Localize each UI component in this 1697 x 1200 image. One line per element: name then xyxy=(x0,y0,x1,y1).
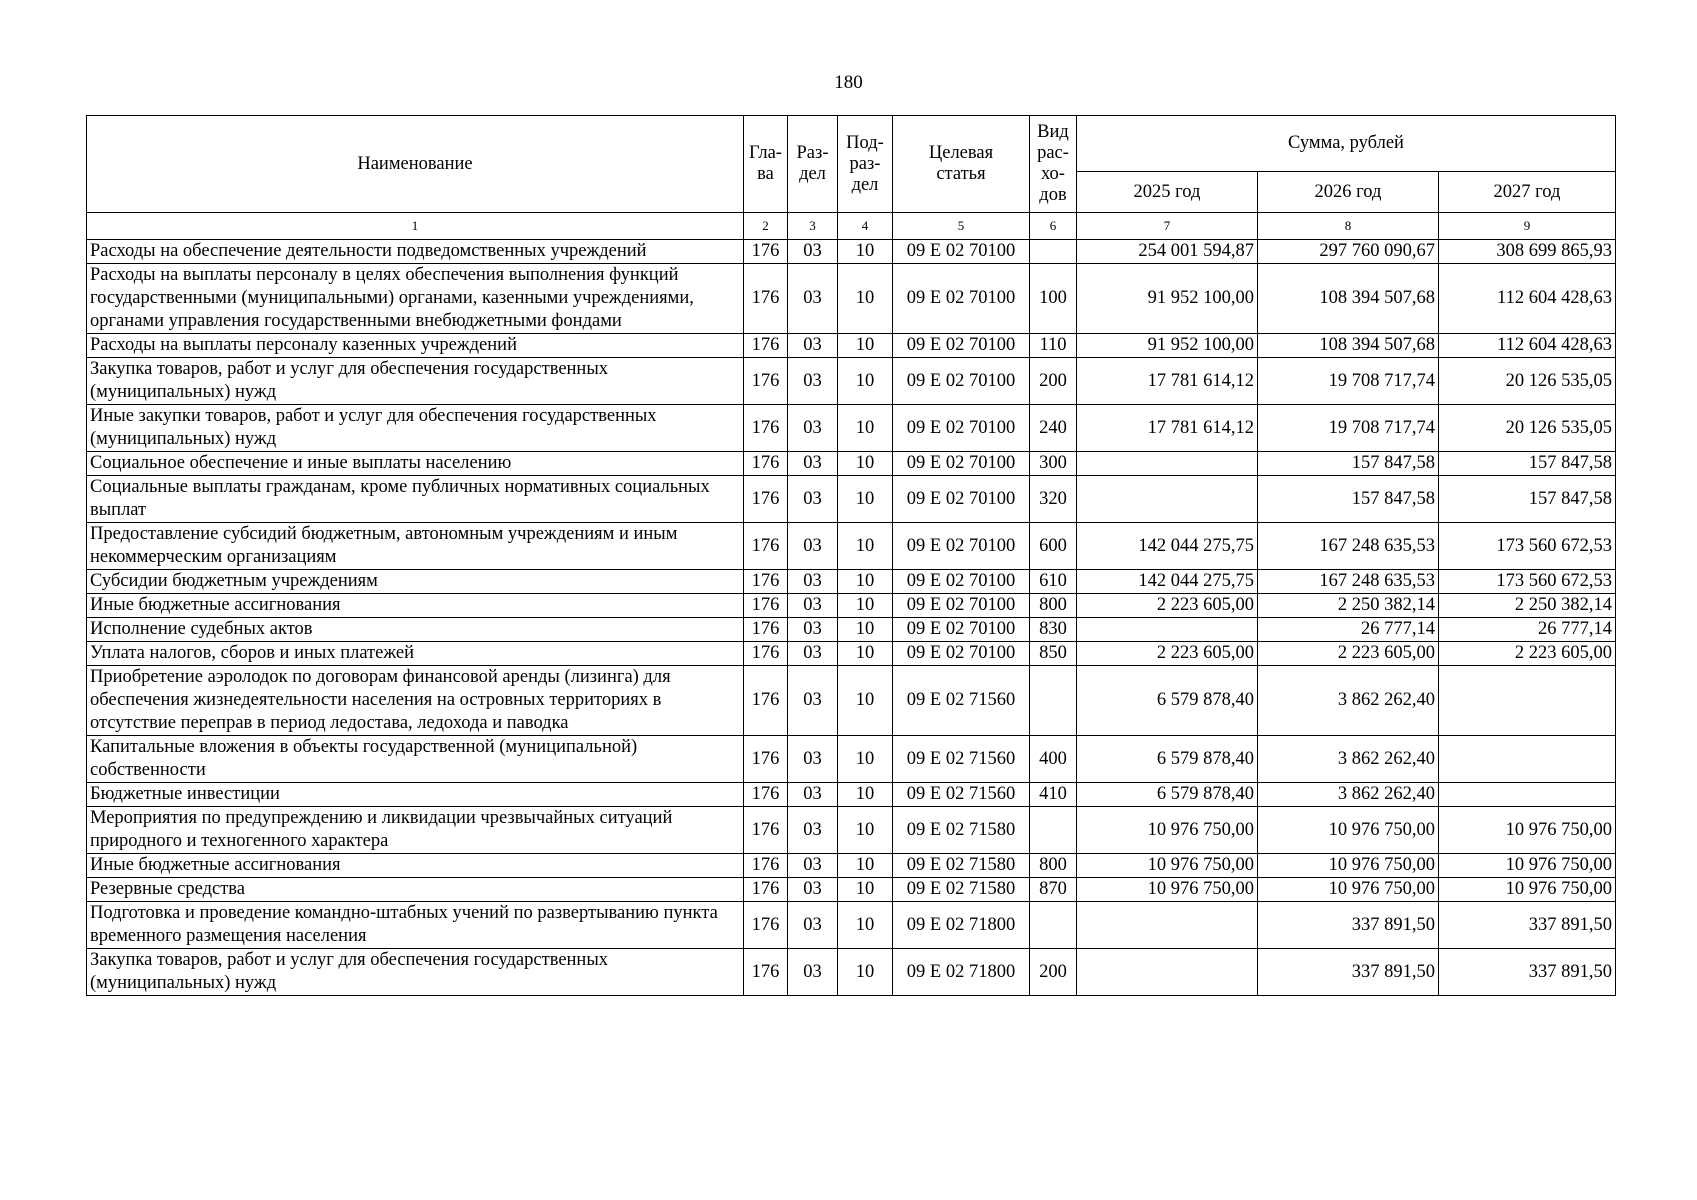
row-glava: 176 xyxy=(744,240,788,264)
row-sum-2025 xyxy=(1077,476,1258,523)
row-celevaya-statya: 09 Е 02 70100 xyxy=(893,264,1030,334)
row-sum-2027: 337 891,50 xyxy=(1439,949,1616,996)
row-sum-2025 xyxy=(1077,949,1258,996)
row-vid-rashodov: 110 xyxy=(1030,334,1077,358)
header-glava: Гла- ва xyxy=(744,116,788,213)
row-celevaya-statya: 09 Е 02 71560 xyxy=(893,783,1030,807)
row-celevaya-statya: 09 Е 02 70100 xyxy=(893,476,1030,523)
row-glava: 176 xyxy=(744,949,788,996)
row-sum-2025: 10 976 750,00 xyxy=(1077,878,1258,902)
row-sum-2025: 17 781 614,12 xyxy=(1077,405,1258,452)
row-vid-rashodov xyxy=(1030,807,1077,854)
row-podrazdel: 10 xyxy=(838,902,893,949)
row-podrazdel: 10 xyxy=(838,264,893,334)
row-celevaya-statya: 09 Е 02 71800 xyxy=(893,902,1030,949)
table-header xyxy=(87,116,1616,213)
row-sum-2026: 337 891,50 xyxy=(1258,902,1439,949)
row-name: Иные бюджетные ассигнования xyxy=(87,594,744,618)
row-glava: 176 xyxy=(744,618,788,642)
header-name xyxy=(87,116,744,213)
row-glava: 176 xyxy=(744,878,788,902)
row-razdel: 03 xyxy=(788,736,838,783)
row-vid-rashodov: 800 xyxy=(1030,594,1077,618)
table-body xyxy=(87,213,1616,996)
row-celevaya-statya: 09 Е 02 70100 xyxy=(893,452,1030,476)
row-razdel: 03 xyxy=(788,807,838,854)
row-sum-2026: 10 976 750,00 xyxy=(1258,878,1439,902)
row-sum-2025: 2 223 605,00 xyxy=(1077,594,1258,618)
row-vid-rashodov: 400 xyxy=(1030,736,1077,783)
page-number: 180 xyxy=(834,72,863,93)
row-sum-2026: 26 777,14 xyxy=(1258,618,1439,642)
row-glava: 176 xyxy=(744,594,788,618)
table-row xyxy=(87,642,1616,666)
header-name-label: Наименование xyxy=(357,153,473,174)
row-sum-2027: 173 560 672,53 xyxy=(1439,570,1616,594)
column-number: 9 xyxy=(1439,213,1616,240)
table-row xyxy=(87,358,1616,405)
row-sum-2027: 20 126 535,05 xyxy=(1439,358,1616,405)
row-name: Мероприятия по предупреждению и ликвидации чрезвычайных ситуаций природного и техногенного характера xyxy=(87,807,744,854)
row-razdel: 03 xyxy=(788,783,838,807)
row-sum-2025: 142 044 275,75 xyxy=(1077,570,1258,594)
row-name: Капитальные вложения в объекты государственной (муниципальной) собственности xyxy=(87,736,744,783)
row-celevaya-statya: 09 Е 02 70100 xyxy=(893,570,1030,594)
row-sum-2025 xyxy=(1077,618,1258,642)
row-sum-2025: 142 044 275,75 xyxy=(1077,523,1258,570)
table-row xyxy=(87,523,1616,570)
column-numbers-row xyxy=(87,213,1616,240)
row-podrazdel: 10 xyxy=(838,666,893,736)
row-glava: 176 xyxy=(744,452,788,476)
row-vid-rashodov: 610 xyxy=(1030,570,1077,594)
row-vid-rashodov xyxy=(1030,240,1077,264)
row-sum-2025: 10 976 750,00 xyxy=(1077,854,1258,878)
table-row xyxy=(87,452,1616,476)
row-razdel: 03 xyxy=(788,523,838,570)
row-name: Субсидии бюджетным учреждениям xyxy=(87,570,744,594)
row-sum-2027: 26 777,14 xyxy=(1439,618,1616,642)
table-row xyxy=(87,666,1616,736)
row-sum-2026: 108 394 507,68 xyxy=(1258,264,1439,334)
row-name: Закупка товаров, работ и услуг для обеспечения государственных (муниципальных) нужд xyxy=(87,358,744,405)
row-celevaya-statya: 09 Е 02 71560 xyxy=(893,666,1030,736)
row-podrazdel: 10 xyxy=(838,240,893,264)
row-celevaya-statya: 09 Е 02 71560 xyxy=(893,736,1030,783)
header-year-2027: 2027 год xyxy=(1439,172,1616,213)
row-sum-2026: 19 708 717,74 xyxy=(1258,405,1439,452)
row-name: Закупка товаров, работ и услуг для обеспечения государственных (муниципальных) нужд xyxy=(87,949,744,996)
row-razdel: 03 xyxy=(788,476,838,523)
row-glava: 176 xyxy=(744,358,788,405)
row-podrazdel: 10 xyxy=(838,476,893,523)
row-razdel: 03 xyxy=(788,642,838,666)
row-celevaya-statya: 09 Е 02 70100 xyxy=(893,334,1030,358)
row-name: Приобретение аэролодок по договорам финансовой аренды (лизинга) для обеспечения жизнедеятельности населения на островных территориях в отсутствие переправ в период ледостава, ледохода и паводка xyxy=(87,666,744,736)
row-celevaya-statya: 09 Е 02 70100 xyxy=(893,594,1030,618)
row-sum-2025: 2 223 605,00 xyxy=(1077,642,1258,666)
row-sum-2027: 157 847,58 xyxy=(1439,476,1616,523)
row-celevaya-statya: 09 Е 02 70100 xyxy=(893,358,1030,405)
header-year-2026: 2026 год xyxy=(1258,172,1439,213)
row-podrazdel: 10 xyxy=(838,570,893,594)
table-row xyxy=(87,618,1616,642)
row-glava: 176 xyxy=(744,736,788,783)
row-razdel: 03 xyxy=(788,358,838,405)
row-name: Предоставление субсидий бюджетным, автономным учреждениям и иным некоммерческим организациям xyxy=(87,523,744,570)
row-vid-rashodov: 410 xyxy=(1030,783,1077,807)
row-podrazdel: 10 xyxy=(838,807,893,854)
row-sum-2026: 167 248 635,53 xyxy=(1258,570,1439,594)
row-glava: 176 xyxy=(744,642,788,666)
row-sum-2027: 2 250 382,14 xyxy=(1439,594,1616,618)
row-sum-2027: 112 604 428,63 xyxy=(1439,334,1616,358)
row-name: Расходы на выплаты персоналу в целях обеспечения выполнения функций государственными (муниципальными) органами, казенными учреждениями, органами управления государственными внебюджетными фондами xyxy=(87,264,744,334)
row-vid-rashodov: 240 xyxy=(1030,405,1077,452)
row-podrazdel: 10 xyxy=(838,523,893,570)
row-sum-2027: 10 976 750,00 xyxy=(1439,854,1616,878)
row-glava: 176 xyxy=(744,334,788,358)
row-name: Уплата налогов, сборов и иных платежей xyxy=(87,642,744,666)
row-sum-2026: 2 223 605,00 xyxy=(1258,642,1439,666)
row-vid-rashodov: 200 xyxy=(1030,949,1077,996)
row-glava: 176 xyxy=(744,570,788,594)
row-razdel: 03 xyxy=(788,666,838,736)
row-glava: 176 xyxy=(744,807,788,854)
table-row xyxy=(87,736,1616,783)
column-number: 4 xyxy=(838,213,893,240)
column-number: 1 xyxy=(87,213,744,240)
row-vid-rashodov: 300 xyxy=(1030,452,1077,476)
row-podrazdel: 10 xyxy=(838,642,893,666)
column-number: 6 xyxy=(1030,213,1077,240)
row-sum-2026: 157 847,58 xyxy=(1258,452,1439,476)
row-name: Подготовка и проведение командно-штабных учений по развертыванию пункта временного размещения населения xyxy=(87,902,744,949)
row-vid-rashodov: 800 xyxy=(1030,854,1077,878)
row-glava: 176 xyxy=(744,476,788,523)
row-celevaya-statya: 09 Е 02 71580 xyxy=(893,854,1030,878)
row-name: Резервные средства xyxy=(87,878,744,902)
row-razdel: 03 xyxy=(788,902,838,949)
row-name: Расходы на выплаты персоналу казенных учреждений xyxy=(87,334,744,358)
row-vid-rashodov: 870 xyxy=(1030,878,1077,902)
row-sum-2027 xyxy=(1439,666,1616,736)
row-podrazdel: 10 xyxy=(838,334,893,358)
row-sum-2027: 2 223 605,00 xyxy=(1439,642,1616,666)
table-row xyxy=(87,476,1616,523)
row-celevaya-statya: 09 Е 02 71580 xyxy=(893,878,1030,902)
row-sum-2027: 337 891,50 xyxy=(1439,902,1616,949)
row-celevaya-statya: 09 Е 02 71580 xyxy=(893,807,1030,854)
table-row xyxy=(87,405,1616,452)
table-row xyxy=(87,570,1616,594)
table-row xyxy=(87,807,1616,854)
row-razdel: 03 xyxy=(788,618,838,642)
row-glava: 176 xyxy=(744,666,788,736)
row-podrazdel: 10 xyxy=(838,949,893,996)
row-podrazdel: 10 xyxy=(838,854,893,878)
row-sum-2026: 10 976 750,00 xyxy=(1258,854,1439,878)
row-sum-2025 xyxy=(1077,902,1258,949)
row-celevaya-statya: 09 Е 02 70100 xyxy=(893,618,1030,642)
row-sum-2025: 254 001 594,87 xyxy=(1077,240,1258,264)
row-sum-2027: 10 976 750,00 xyxy=(1439,878,1616,902)
table-row xyxy=(87,854,1616,878)
table-row xyxy=(87,949,1616,996)
row-name: Расходы на обеспечение деятельности подведомственных учреждений xyxy=(87,240,744,264)
column-number: 8 xyxy=(1258,213,1439,240)
row-vid-rashodov: 830 xyxy=(1030,618,1077,642)
table-row xyxy=(87,878,1616,902)
row-sum-2027: 173 560 672,53 xyxy=(1439,523,1616,570)
column-number: 5 xyxy=(893,213,1030,240)
row-razdel: 03 xyxy=(788,878,838,902)
column-number: 3 xyxy=(788,213,838,240)
row-vid-rashodov xyxy=(1030,902,1077,949)
row-sum-2025: 91 952 100,00 xyxy=(1077,264,1258,334)
row-glava: 176 xyxy=(744,405,788,452)
row-sum-2025: 6 579 878,40 xyxy=(1077,783,1258,807)
row-sum-2025: 10 976 750,00 xyxy=(1077,807,1258,854)
header-year-2025: 2025 год xyxy=(1077,172,1258,213)
row-vid-rashodov: 850 xyxy=(1030,642,1077,666)
row-razdel: 03 xyxy=(788,452,838,476)
row-sum-2026: 157 847,58 xyxy=(1258,476,1439,523)
row-sum-2027: 10 976 750,00 xyxy=(1439,807,1616,854)
header-celevaya: Целевая статья xyxy=(893,116,1030,213)
row-vid-rashodov xyxy=(1030,666,1077,736)
row-celevaya-statya: 09 Е 02 70100 xyxy=(893,642,1030,666)
row-podrazdel: 10 xyxy=(838,405,893,452)
row-sum-2026: 337 891,50 xyxy=(1258,949,1439,996)
table-row xyxy=(87,240,1616,264)
row-vid-rashodov: 600 xyxy=(1030,523,1077,570)
row-sum-2025: 91 952 100,00 xyxy=(1077,334,1258,358)
row-vid-rashodov: 200 xyxy=(1030,358,1077,405)
row-sum-2026: 167 248 635,53 xyxy=(1258,523,1439,570)
row-sum-2027: 20 126 535,05 xyxy=(1439,405,1616,452)
row-sum-2025: 6 579 878,40 xyxy=(1077,666,1258,736)
row-name: Иные бюджетные ассигнования xyxy=(87,854,744,878)
row-podrazdel: 10 xyxy=(838,594,893,618)
row-glava: 176 xyxy=(744,902,788,949)
row-celevaya-statya: 09 Е 02 70100 xyxy=(893,405,1030,452)
budget-table xyxy=(86,115,1616,996)
column-number: 2 xyxy=(744,213,788,240)
row-sum-2027 xyxy=(1439,736,1616,783)
row-sum-2027 xyxy=(1439,783,1616,807)
header-podrazdel: Под- раз- дел xyxy=(838,116,893,213)
table-row xyxy=(87,334,1616,358)
table-row xyxy=(87,264,1616,334)
row-vid-rashodov: 320 xyxy=(1030,476,1077,523)
row-sum-2026: 3 862 262,40 xyxy=(1258,736,1439,783)
header-vid: Вид рас- хо- дов xyxy=(1030,116,1077,213)
table-row xyxy=(87,902,1616,949)
row-vid-rashodov: 100 xyxy=(1030,264,1077,334)
row-razdel: 03 xyxy=(788,570,838,594)
row-glava: 176 xyxy=(744,264,788,334)
row-podrazdel: 10 xyxy=(838,618,893,642)
row-podrazdel: 10 xyxy=(838,783,893,807)
row-sum-2027: 308 699 865,93 xyxy=(1439,240,1616,264)
row-name: Исполнение судебных актов xyxy=(87,618,744,642)
row-sum-2025: 6 579 878,40 xyxy=(1077,736,1258,783)
row-razdel: 03 xyxy=(788,405,838,452)
row-sum-2026: 108 394 507,68 xyxy=(1258,334,1439,358)
row-glava: 176 xyxy=(744,854,788,878)
row-name: Бюджетные инвестиции xyxy=(87,783,744,807)
row-name: Социальные выплаты гражданам, кроме публичных нормативных социальных выплат xyxy=(87,476,744,523)
header-summa: Сумма, рублей xyxy=(1077,116,1616,172)
row-razdel: 03 xyxy=(788,334,838,358)
row-sum-2026: 3 862 262,40 xyxy=(1258,666,1439,736)
row-sum-2026: 3 862 262,40 xyxy=(1258,783,1439,807)
row-podrazdel: 10 xyxy=(838,736,893,783)
row-podrazdel: 10 xyxy=(838,358,893,405)
row-sum-2026: 2 250 382,14 xyxy=(1258,594,1439,618)
row-celevaya-statya: 09 Е 02 71800 xyxy=(893,949,1030,996)
row-sum-2026: 19 708 717,74 xyxy=(1258,358,1439,405)
row-name: Социальное обеспечение и иные выплаты населению xyxy=(87,452,744,476)
row-podrazdel: 10 xyxy=(838,878,893,902)
row-celevaya-statya: 09 Е 02 70100 xyxy=(893,523,1030,570)
row-razdel: 03 xyxy=(788,264,838,334)
row-sum-2025 xyxy=(1077,452,1258,476)
header-razdel: Раз- дел xyxy=(788,116,838,213)
row-razdel: 03 xyxy=(788,594,838,618)
row-sum-2025: 17 781 614,12 xyxy=(1077,358,1258,405)
table-row xyxy=(87,594,1616,618)
row-name: Иные закупки товаров, работ и услуг для обеспечения государственных (муниципальных) нужд xyxy=(87,405,744,452)
row-razdel: 03 xyxy=(788,240,838,264)
row-sum-2027: 157 847,58 xyxy=(1439,452,1616,476)
row-sum-2026: 297 760 090,67 xyxy=(1258,240,1439,264)
row-razdel: 03 xyxy=(788,949,838,996)
row-sum-2027: 112 604 428,63 xyxy=(1439,264,1616,334)
row-razdel: 03 xyxy=(788,854,838,878)
table-row xyxy=(87,783,1616,807)
row-sum-2026: 10 976 750,00 xyxy=(1258,807,1439,854)
column-number: 7 xyxy=(1077,213,1258,240)
row-celevaya-statya: 09 Е 02 70100 xyxy=(893,240,1030,264)
row-glava: 176 xyxy=(744,523,788,570)
row-podrazdel: 10 xyxy=(838,452,893,476)
row-glava: 176 xyxy=(744,783,788,807)
